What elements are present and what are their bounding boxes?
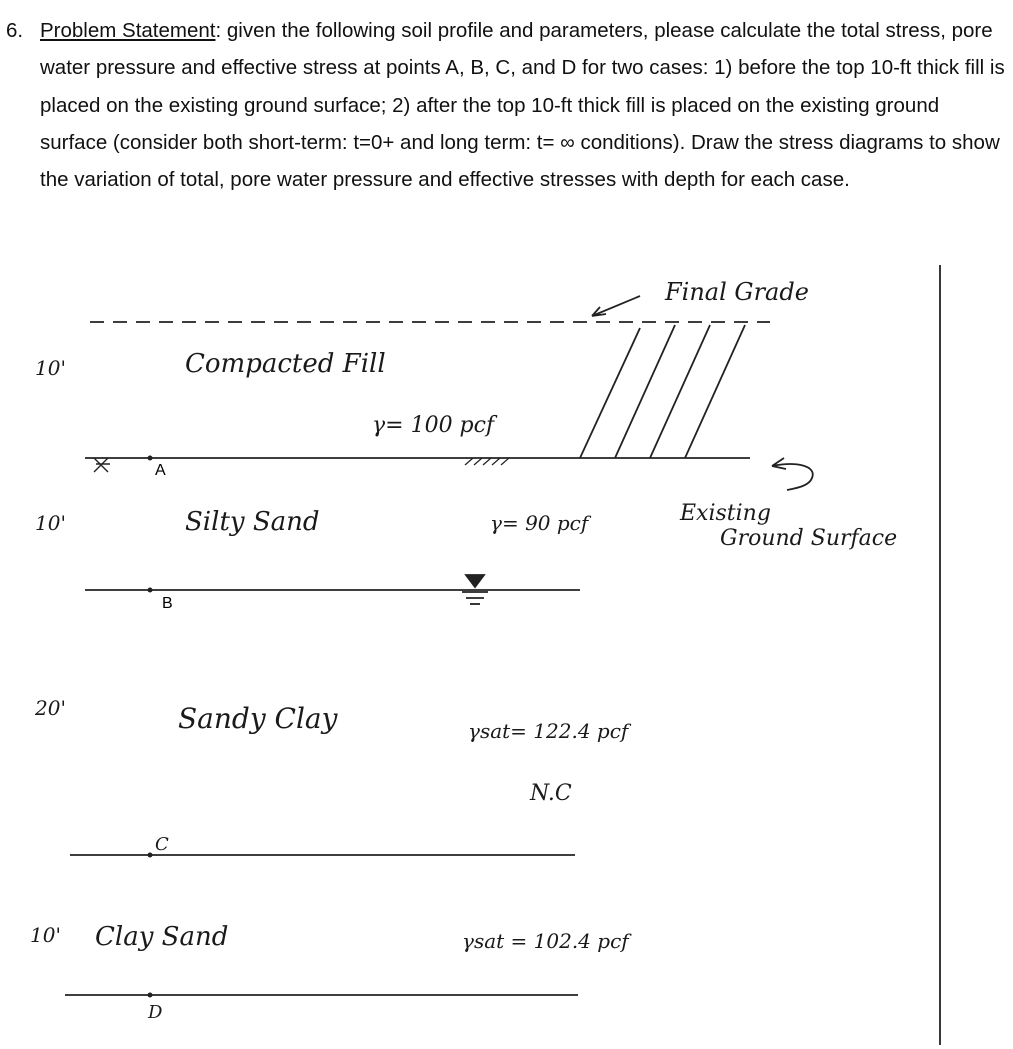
point-c-marker [148, 853, 153, 858]
layer-2-name: Silty Sand [185, 507, 320, 537]
point-b-label: B [162, 595, 173, 612]
layer-2-thickness: 10' [35, 511, 66, 535]
problem-text: : given the following soil profile and parameters, please calculate the total stress, pore water pressure and effective stress at points A, B, C, and D for two cases: 1) before the top 10-ft thick fill is placed on the existing ground surface; 2) after the top 10-ft thick fill is placed on the existing ground surface (consider both short-term: t=0+ and long term: t= ∞ conditions). Draw the stress diagrams to show the variation of total, pore water pressure and effective stresses with depth for each case. [40, 19, 1005, 192]
layer-3-thickness: 20' [35, 696, 66, 720]
final-grade-arrow-icon [592, 296, 640, 316]
layer-1-thickness: 10' [35, 356, 66, 380]
problem-number: 6. [6, 19, 24, 42]
layer-3-name: Sandy Clay [178, 702, 338, 735]
point-a-marker [148, 456, 153, 461]
ground-hatch-mark [465, 458, 509, 465]
fill-hatching [580, 325, 745, 458]
layer-1-name: Compacted Fill [185, 349, 386, 379]
point-d-marker [148, 993, 153, 998]
point-a-label: A [155, 462, 166, 479]
ground-surface-label: Ground Surface [720, 526, 898, 551]
final-grade-label: Final Grade [665, 278, 809, 306]
problem-heading: Problem Statement [40, 19, 216, 42]
layer-1-unit-weight: γ= 100 pcf [372, 413, 495, 438]
layer-2-unit-weight: γ= 90 pcf [490, 511, 589, 535]
layer-4-thickness: 10' [30, 923, 61, 947]
layer-3-note: N.C [530, 781, 572, 806]
layer-3-unit-weight: γsat= 122.4 pcf [468, 719, 629, 743]
point-d-label: D [148, 1002, 163, 1023]
layer-4-name: Clay Sand [95, 922, 229, 952]
existing-ground-arrow-icon [772, 458, 813, 490]
point-b-marker [148, 588, 153, 593]
layer-4-unit-weight: γsat = 102.4 pcf [462, 929, 629, 953]
existing-label: Existing [680, 501, 771, 526]
x-mark-icon [94, 458, 110, 472]
point-c-label: C [155, 834, 169, 855]
